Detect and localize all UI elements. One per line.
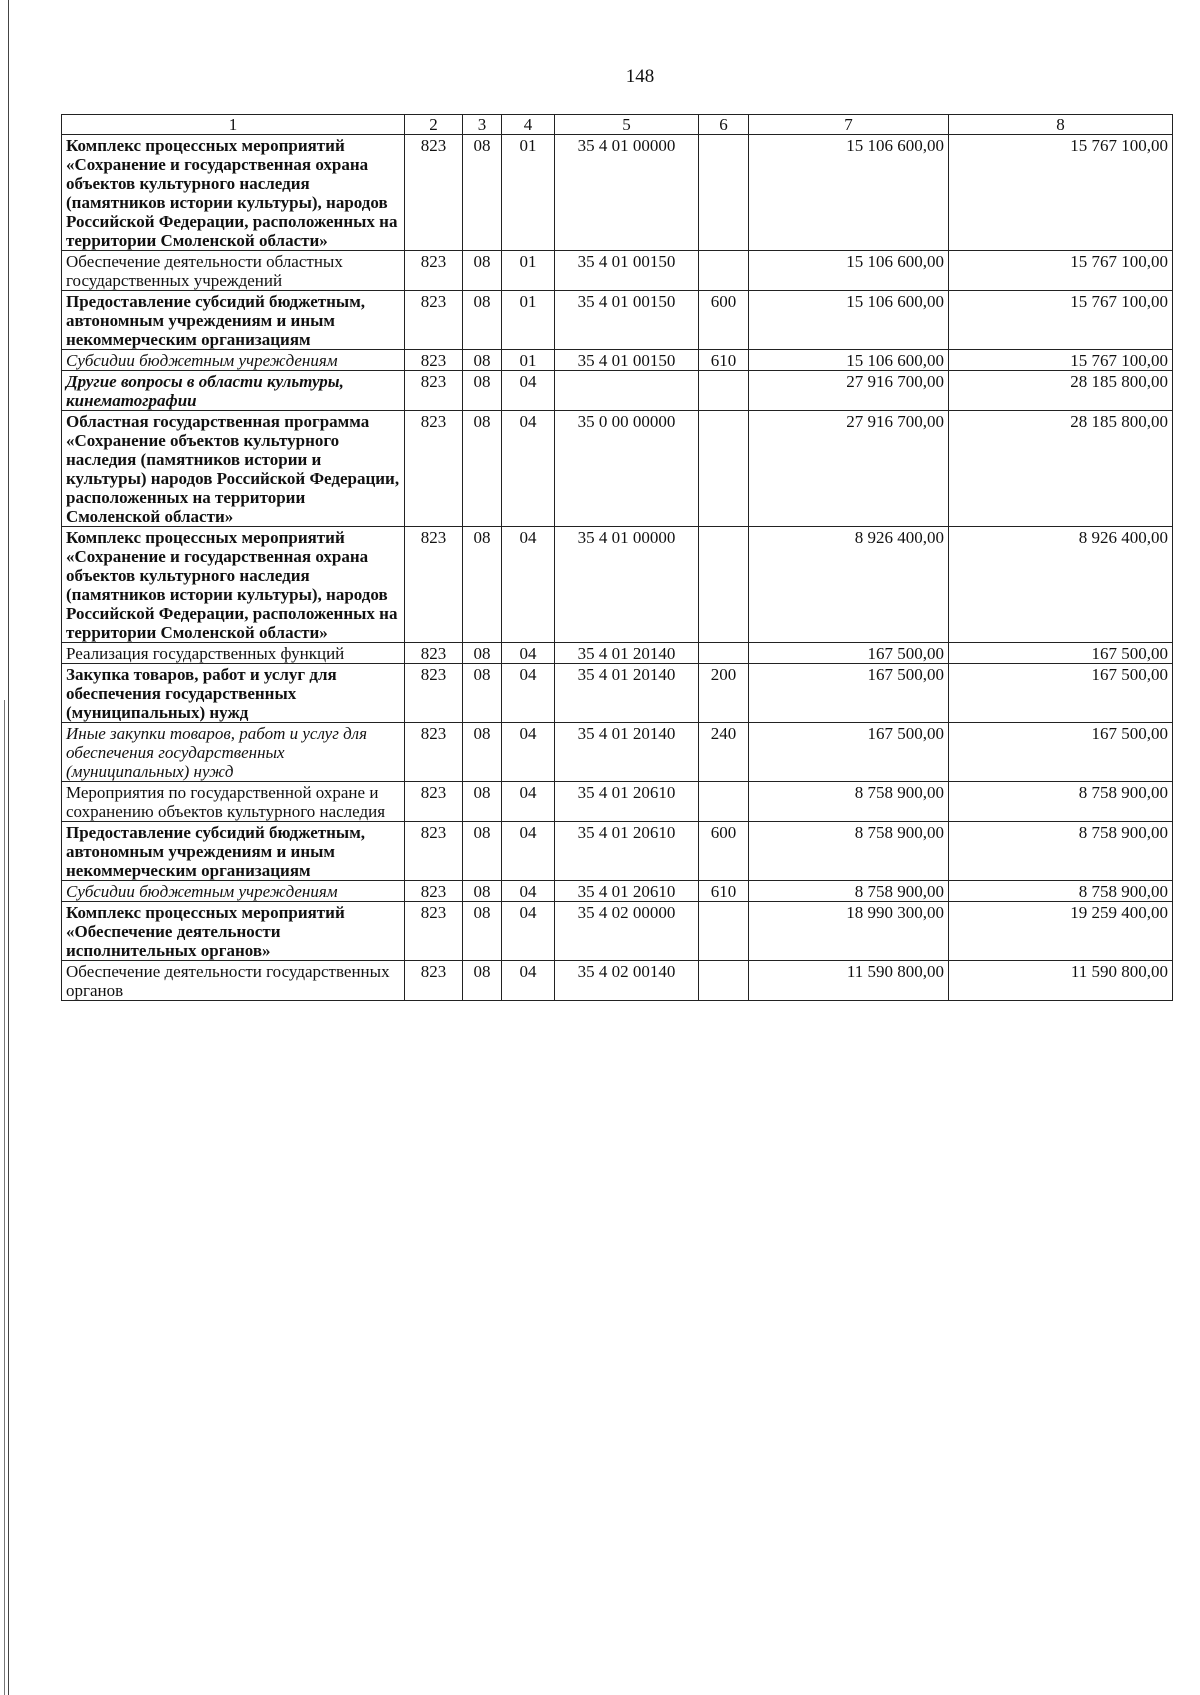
- amount-year2-cell: 15 767 100,00: [949, 251, 1173, 291]
- amount-year1-cell: 15 106 600,00: [749, 251, 949, 291]
- admin-code-cell: 823: [405, 664, 463, 723]
- admin-code-cell: 823: [405, 782, 463, 822]
- table-row: [62, 902, 1173, 961]
- amount-year1-cell: 8 758 900,00: [749, 822, 949, 881]
- target-article-cell: 35 4 01 00150: [555, 350, 699, 371]
- amount-year2-cell: 167 500,00: [949, 723, 1173, 782]
- amount-year1-cell: 15 106 600,00: [749, 350, 949, 371]
- amount-year1-cell: 27 916 700,00: [749, 411, 949, 527]
- amount-year1-cell: 15 106 600,00: [749, 135, 949, 251]
- amount-year1-cell: 11 590 800,00: [749, 961, 949, 1001]
- admin-code-cell: 823: [405, 643, 463, 664]
- target-article-cell: 35 4 01 20140: [555, 664, 699, 723]
- row-name-cell: Комплекс процессных мероприятий «Сохранение и государственная охрана объектов культурного наследия (памятников истории культуры), народов Российской Федерации, расположенных на территории Смоленской области»: [62, 135, 405, 251]
- table-row: [62, 822, 1173, 881]
- amount-year1-cell: 18 990 300,00: [749, 902, 949, 961]
- page-number: 148: [625, 66, 655, 87]
- subsection-cell: 04: [502, 371, 555, 411]
- expense-type-cell: 610: [699, 350, 749, 371]
- target-article-cell: [555, 371, 699, 411]
- row-name-cell: Другие вопросы в области культуры, кинематографии: [62, 371, 405, 411]
- section-cell: 08: [463, 411, 502, 527]
- table-row: [62, 527, 1173, 643]
- amount-year2-cell: 15 767 100,00: [949, 350, 1173, 371]
- admin-code-cell: 823: [405, 135, 463, 251]
- expense-type-cell: 600: [699, 822, 749, 881]
- amount-year2-cell: 167 500,00: [949, 664, 1173, 723]
- expense-type-cell: 200: [699, 664, 749, 723]
- amount-year2-cell: 8 758 900,00: [949, 822, 1173, 881]
- column-header: 4: [502, 115, 555, 135]
- expense-type-cell: 610: [699, 881, 749, 902]
- target-article-cell: 35 4 01 00150: [555, 251, 699, 291]
- row-name-cell: Комплекс процессных мероприятий «Сохранение и государственная охрана объектов культурного наследия (памятников истории культуры), народов Российской Федерации, расположенных на территории Смоленской области»: [62, 527, 405, 643]
- subsection-cell: 01: [502, 291, 555, 350]
- column-header: 8: [949, 115, 1173, 135]
- subsection-cell: 04: [502, 782, 555, 822]
- amount-year2-cell: 11 590 800,00: [949, 961, 1173, 1001]
- expense-type-cell: [699, 251, 749, 291]
- amount-year2-cell: 8 758 900,00: [949, 782, 1173, 822]
- section-cell: 08: [463, 822, 502, 881]
- expense-type-cell: [699, 135, 749, 251]
- subsection-cell: 04: [502, 664, 555, 723]
- expense-type-cell: [699, 527, 749, 643]
- table-row: [62, 881, 1173, 902]
- target-article-cell: 35 4 01 20610: [555, 822, 699, 881]
- expense-type-cell: [699, 961, 749, 1001]
- row-name-cell: Предоставление субсидий бюджетным, автономным учреждениям и иным некоммерческим организациям: [62, 291, 405, 350]
- section-cell: 08: [463, 782, 502, 822]
- expense-type-cell: [699, 643, 749, 664]
- amount-year1-cell: 8 758 900,00: [749, 782, 949, 822]
- amount-year1-cell: 167 500,00: [749, 643, 949, 664]
- subsection-cell: 04: [502, 643, 555, 664]
- admin-code-cell: 823: [405, 723, 463, 782]
- table-row: [62, 135, 1173, 251]
- target-article-cell: 35 4 01 20140: [555, 723, 699, 782]
- row-name-cell: Субсидии бюджетным учреждениям: [62, 881, 405, 902]
- table-row: [62, 723, 1173, 782]
- target-article-cell: 35 4 01 20610: [555, 782, 699, 822]
- table-row: [62, 350, 1173, 371]
- target-article-cell: 35 4 01 20140: [555, 643, 699, 664]
- admin-code-cell: 823: [405, 961, 463, 1001]
- amount-year1-cell: 167 500,00: [749, 664, 949, 723]
- target-article-cell: 35 4 02 00140: [555, 961, 699, 1001]
- admin-code-cell: 823: [405, 371, 463, 411]
- subsection-cell: 01: [502, 350, 555, 371]
- amount-year2-cell: 15 767 100,00: [949, 291, 1173, 350]
- section-cell: 08: [463, 350, 502, 371]
- expense-type-cell: [699, 411, 749, 527]
- amount-year1-cell: 15 106 600,00: [749, 291, 949, 350]
- expense-type-cell: 600: [699, 291, 749, 350]
- row-name-cell: Мероприятия по государственной охране и сохранению объектов культурного наследия: [62, 782, 405, 822]
- row-name-cell: Комплекс процессных мероприятий «Обеспечение деятельности исполнительных органов»: [62, 902, 405, 961]
- subsection-cell: 01: [502, 251, 555, 291]
- section-cell: 08: [463, 291, 502, 350]
- section-cell: 08: [463, 881, 502, 902]
- amount-year1-cell: 167 500,00: [749, 723, 949, 782]
- section-cell: 08: [463, 251, 502, 291]
- subsection-cell: 04: [502, 822, 555, 881]
- budget-table: [61, 114, 1173, 1001]
- subsection-cell: 01: [502, 135, 555, 251]
- row-name-cell: Иные закупки товаров, работ и услуг для обеспечения государственных (муниципальных) нужд: [62, 723, 405, 782]
- column-header: 5: [555, 115, 699, 135]
- amount-year2-cell: 28 185 800,00: [949, 371, 1173, 411]
- row-name-cell: Обеспечение деятельности государственных органов: [62, 961, 405, 1001]
- table-row: [62, 961, 1173, 1001]
- subsection-cell: 04: [502, 881, 555, 902]
- table-row: [62, 664, 1173, 723]
- section-cell: 08: [463, 961, 502, 1001]
- binder-edge-line-inner: [4, 700, 5, 1695]
- section-cell: 08: [463, 643, 502, 664]
- admin-code-cell: 823: [405, 881, 463, 902]
- row-name-cell: Закупка товаров, работ и услуг для обеспечения государственных (муниципальных) нужд: [62, 664, 405, 723]
- amount-year2-cell: 167 500,00: [949, 643, 1173, 664]
- target-article-cell: 35 4 02 00000: [555, 902, 699, 961]
- row-name-cell: Реализация государственных функций: [62, 643, 405, 664]
- admin-code-cell: 823: [405, 527, 463, 643]
- column-header: 2: [405, 115, 463, 135]
- amount-year1-cell: 8 758 900,00: [749, 881, 949, 902]
- amount-year2-cell: 19 259 400,00: [949, 902, 1173, 961]
- column-header: 3: [463, 115, 502, 135]
- row-name-cell: Областная государственная программа «Сохранение объектов культурного наследия (памятников истории и культуры) народов Российской Федерации, расположенных на территории Смоленской области»: [62, 411, 405, 527]
- row-name-cell: Предоставление субсидий бюджетным, автономным учреждениям и иным некоммерческим организациям: [62, 822, 405, 881]
- header-row: [62, 115, 1173, 135]
- section-cell: 08: [463, 723, 502, 782]
- amount-year2-cell: 8 758 900,00: [949, 881, 1173, 902]
- subsection-cell: 04: [502, 527, 555, 643]
- admin-code-cell: 823: [405, 822, 463, 881]
- amount-year2-cell: 8 926 400,00: [949, 527, 1173, 643]
- target-article-cell: 35 0 00 00000: [555, 411, 699, 527]
- section-cell: 08: [463, 135, 502, 251]
- target-article-cell: 35 4 01 00150: [555, 291, 699, 350]
- budget-table-body: [62, 115, 1173, 1001]
- row-name-cell: Обеспечение деятельности областных государственных учреждений: [62, 251, 405, 291]
- binder-edge-line: [8, 0, 9, 1695]
- subsection-cell: 04: [502, 411, 555, 527]
- section-cell: 08: [463, 664, 502, 723]
- section-cell: 08: [463, 371, 502, 411]
- amount-year2-cell: 28 185 800,00: [949, 411, 1173, 527]
- admin-code-cell: 823: [405, 291, 463, 350]
- column-header: 7: [749, 115, 949, 135]
- amount-year1-cell: 27 916 700,00: [749, 371, 949, 411]
- column-header: 1: [62, 115, 405, 135]
- section-cell: 08: [463, 527, 502, 643]
- admin-code-cell: 823: [405, 411, 463, 527]
- admin-code-cell: 823: [405, 350, 463, 371]
- subsection-cell: 04: [502, 723, 555, 782]
- target-article-cell: 35 4 01 00000: [555, 527, 699, 643]
- expense-type-cell: [699, 902, 749, 961]
- table-row: [62, 643, 1173, 664]
- expense-type-cell: [699, 371, 749, 411]
- target-article-cell: 35 4 01 20610: [555, 881, 699, 902]
- table-row: [62, 251, 1173, 291]
- admin-code-cell: 823: [405, 251, 463, 291]
- admin-code-cell: 823: [405, 902, 463, 961]
- expense-type-cell: [699, 782, 749, 822]
- target-article-cell: 35 4 01 00000: [555, 135, 699, 251]
- table-row: [62, 411, 1173, 527]
- row-name-cell: Субсидии бюджетным учреждениям: [62, 350, 405, 371]
- amount-year1-cell: 8 926 400,00: [749, 527, 949, 643]
- section-cell: 08: [463, 902, 502, 961]
- table-row: [62, 782, 1173, 822]
- expense-type-cell: 240: [699, 723, 749, 782]
- amount-year2-cell: 15 767 100,00: [949, 135, 1173, 251]
- table-row: [62, 291, 1173, 350]
- column-header: 6: [699, 115, 749, 135]
- subsection-cell: 04: [502, 902, 555, 961]
- table-row: [62, 371, 1173, 411]
- subsection-cell: 04: [502, 961, 555, 1001]
